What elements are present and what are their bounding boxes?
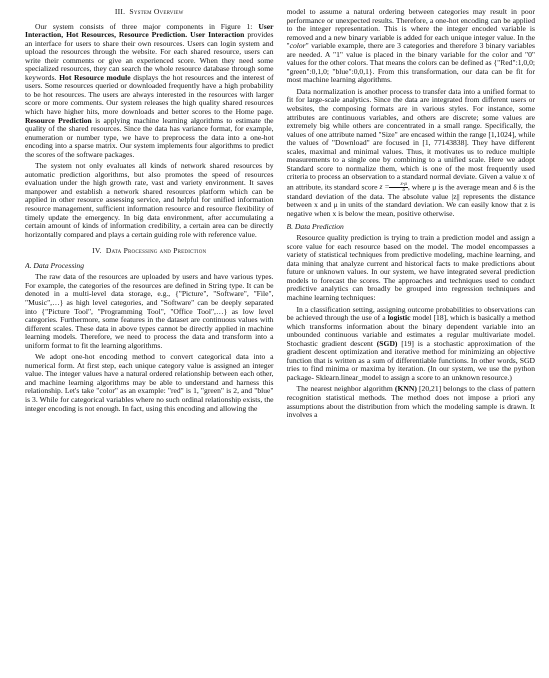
left-column [25,8,274,678]
two-column-layout [25,8,535,678]
bold-term: Resource Prediction [25,115,92,125]
subsection-heading: B. Data Prediction [286,221,344,231]
section-number: IV. [92,246,102,256]
paragraph: model to assume a natural ordering between categories may result in poor performance or unexpected results. Therefore, a one-hot encoding can be applied to the integer representation. This is where the integer encoded variable is removed and a new binary variable is added for each unique integer value. In the "color" variable example, there are 3 categories and therefore 3 binary variables are needed. A "1" value is placed in the binary variable for the color and "0" values for the other colors. That means the colors can be defined as {"Red":1,0,0; "green":0,1,0; "blue":0,0,1}. From this transformation, our data can be fit for most machine learning algorithms. [286,8,535,85]
paragraph: We adopt one-hot encoding method to convert categorical data into a numerical form. At first step, each unique category value is assigned an integer value. The integer values have a natural ordered relationship between each other, and machine learning algorithms may be able to understand and harness this relationship. Let's take "color" as an example: "red" is 1, "green" is 2, and "blue" is 3. While for categorical variables where no such ordinal relationship exists, the integer encoding is not enough. In fact, using this encoding and allowing the [25,352,274,413]
paragraph: Resource quality prediction is trying to train a prediction model and assign a score value for each resource based on the model. The model encompasses a variety of statistical techniques from predictive modeling, machine learning, and data mining that analyze current and historical facts to make predictions about future or unknown values. In our system, we have integrated several prediction models to forecast the scores. The approaches and techniques used to conduct predictive analytics can broadly be grouped into regression techniques and machine learning techniques: [286,233,535,302]
paragraph: The system not only evaluates all kinds of network shared resources by automatic prediction algorithms, but also promotes the speed of resources evaluation under the high growth rate, vast and variety environment. It saves manpower and establish a network shared resources platform which can be applied in other resource assessing service, and helpful for unified information resource management, sufficient information resource and resource flexibility of timely update the emergency. In big data environment, after accumulating a certain amount of kinds of information credibility, a certain area can be directly horizontally compared and plays a certain guiding role with reference value. [25,161,274,239]
section-number: III. [114,8,126,16]
bold-term: logistic [387,313,411,323]
paragraph: In a classification setting, assigning outcome probabilities to observations can be achieved through the use of a logistic model [18], which is basically a method which transforms information about the binary dependent variable into an unbounded continuous variable and estimates a regular multivariate model. Stochastic gradient descent (SGD) [19] is a stochastic approximation of the gradient descent optimization and iterative method for minimizing an objective function that is written as a sum of differentiable functions. In other words, SGD tries to find minima or maxima by iteration. (In our system, we use the python package- Sklearn.linear_model to assign a score to an unknown resource.) [286,304,535,382]
bold-term: Hot Resource module [59,72,131,82]
italic-term: color [289,41,306,51]
standard-score-formula: z = $\frac{x-\mu}{\delta}$ [379,181,407,193]
bold-term: (KNN) [394,384,417,394]
right-column [287,8,536,678]
paragraph: The raw data of the resources are uploaded by users and have various types. For example, the categories of the resources are defined in String type. It can be denoted in a multi-level data storage, e.g., {"Picture", "Software", "File", "Music",…} as high level categories, and "Software" can be deeply separated into {"Picture Tool", "Programming Tool", "Office Tool",…} as low level categories. Furthermore, some features in the dataset are continuous values with different scales. These data in above types cannot be directly applied in machine learning models. Therefore, we need to process the data and transform into a uniform format to fit the learning algorithms. [25,272,274,350]
section-heading-system-overview [25,8,274,17]
paragraph: Data normalization is another process to transfer data into a unified format to fit for large-scale analytics. Since the data are integrated from different users or websites, the composing formats are in various styles. For instance, some attributes are continuous variables, and others are discrete; some values are extremely big while others are concentrated in a small range. Specifically, the values of one attribute named "Size" are encased within the range [1,1024], while the values of "Download" are focused in [1, 77143838]. They have different scales, maximal and minimal values. Thus, it motivates us to reduce multiple measurements to a single one by combining to a unified scale. Here we adopt Standard score to normalize them, which is one of the most frequently used criteria to process an observation to a standard normal deviate. Given a value x of an attribute, its standard score z = $\frac{x-\mu}{\delta}$ , where μ is the average mean and δ is the standard deviation of the data. The absolute value |z|| represents the distance between x and μ in units of the standard deviation. We can easily know that z is negative when x is below the mean, positive otherwise. [286,86,535,219]
bold-term: (SGD) [376,338,398,348]
bold-term: User Interaction, Hot Resources, Resource Prediction. User Interaction [25,21,274,40]
paragraph: Our system consists of three major components in Figure 1: User Interaction, Hot Resources, Resource Prediction. User Interaction provides an interface for users to share their own resources. Users can login system and upload the resources through the website. For each shared resource, users can write their comments or give an experienced score. When they need some specialized resources, they can search the whole resource database through some keywords. Hot Resource module displays the hot resources and the interest of users. Some resources queried or downloaded frequently have a high probability to be hot resources. The users are always interested in the resources with larger score or more comments. Our system releases the high quality shared resources which have higher hits, more downloads and better scores to the Home page. Resource Prediction is applying machine learning algorithms to estimate the quality of the shared resources. Since the data has variance format, for example, enumeration or number type, we have to preprocess the data into a one-hot encoding into a sparse matrix. Our system implements four algorithms to predict the scores of the software packages. [25,21,274,159]
paragraph: The nearest neighbor algorithm (KNN) [20,21] belongs to the class of pattern recognition statistical methods. The method does not impose a priori any assumptions about the distribution from which the modeling sample is drawn. It involves a [286,384,535,420]
subsection-heading: A. Data Processing [25,260,84,270]
section-title: Data Processing and Prediction [105,246,207,256]
section-heading-data-processing [25,247,274,256]
section-title: System Overview [129,8,184,16]
